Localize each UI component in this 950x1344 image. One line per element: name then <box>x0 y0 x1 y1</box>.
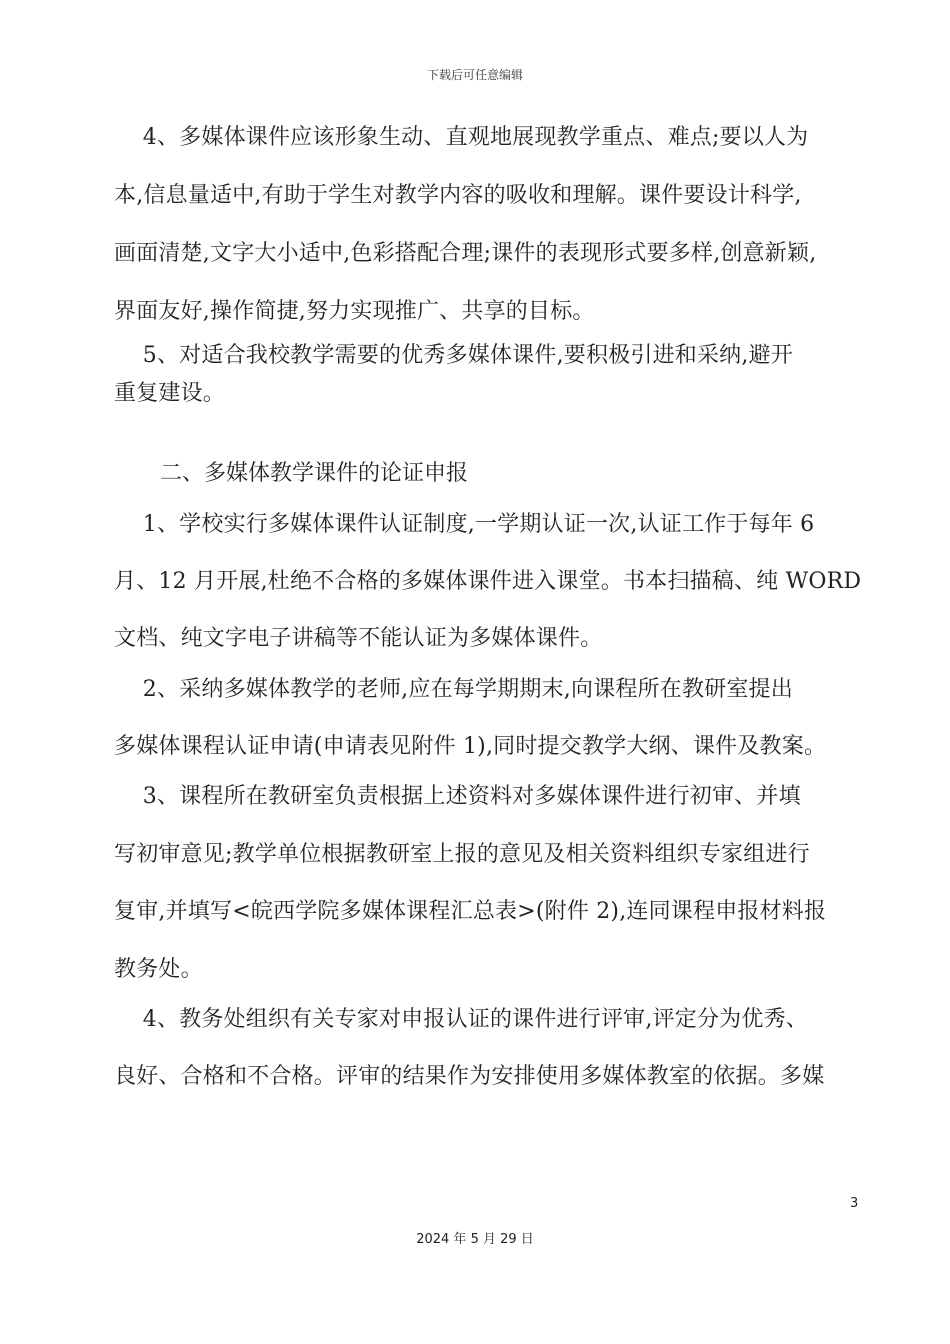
page-number: 3 <box>850 1196 859 1211</box>
body-line: 文档、纯文字电子讲稿等不能认证为多媒体课件。 <box>114 626 603 651</box>
section-heading: 二、多媒体教学课件的论证申报 <box>160 461 469 486</box>
body-line: 本,信息量适中,有助于学生对教学内容的吸收和理解。课件要设计科学, <box>114 183 802 208</box>
body-line: 4、教务处组织有关专家对申报认证的课件进行评审,评定分为优秀、 <box>114 1007 808 1032</box>
body-line: 写初审意见;教学单位根据教研室上报的意见及相关资料组织专家组进行 <box>114 842 810 867</box>
body-line: 3、课程所在教研室负责根据上述资料对多媒体课件进行初审、并填 <box>114 784 801 809</box>
body-line: 2、采纳多媒体教学的老师,应在每学期期末,向课程所在教研室提出 <box>114 677 793 702</box>
body-line: 界面友好,操作简捷,努力实现推广、共享的目标。 <box>114 299 595 324</box>
body-line: 月、12 月开展,杜绝不合格的多媒体课件进入课堂。书本扫描稿、纯 WORD <box>114 569 862 594</box>
body-line: 画面清楚,文字大小适中,色彩搭配合理;课件的表现形式要多样,创意新颖, <box>114 241 817 266</box>
body-line: 多媒体课程认证申请(申请表见附件 1),同时提交教学大纲、课件及教案。 <box>114 734 827 759</box>
body-line: 重复建设。 <box>114 381 226 406</box>
page-footer-date: 2024 年 5 月 29 日 <box>416 1232 534 1247</box>
body-line: 1、学校实行多媒体课件认证制度,一学期认证一次,认证工作于每年 6 <box>114 512 815 537</box>
body-line: 教务处。 <box>114 957 203 982</box>
body-line: 4、多媒体课件应该形象生动、直观地展现教学重点、难点;要以人为 <box>114 125 809 150</box>
body-line: 5、对适合我校教学需要的优秀多媒体课件,要积极引进和采纳,避开 <box>114 343 793 368</box>
body-line: 良好、合格和不合格。评审的结果作为安排使用多媒体教室的依据。多媒 <box>114 1064 825 1089</box>
page-header: 下载后可任意编辑 <box>426 68 523 82</box>
body-line: 复审,并填写<皖西学院多媒体课程汇总表>(附件 2),连同课程申报材料报 <box>114 899 827 924</box>
